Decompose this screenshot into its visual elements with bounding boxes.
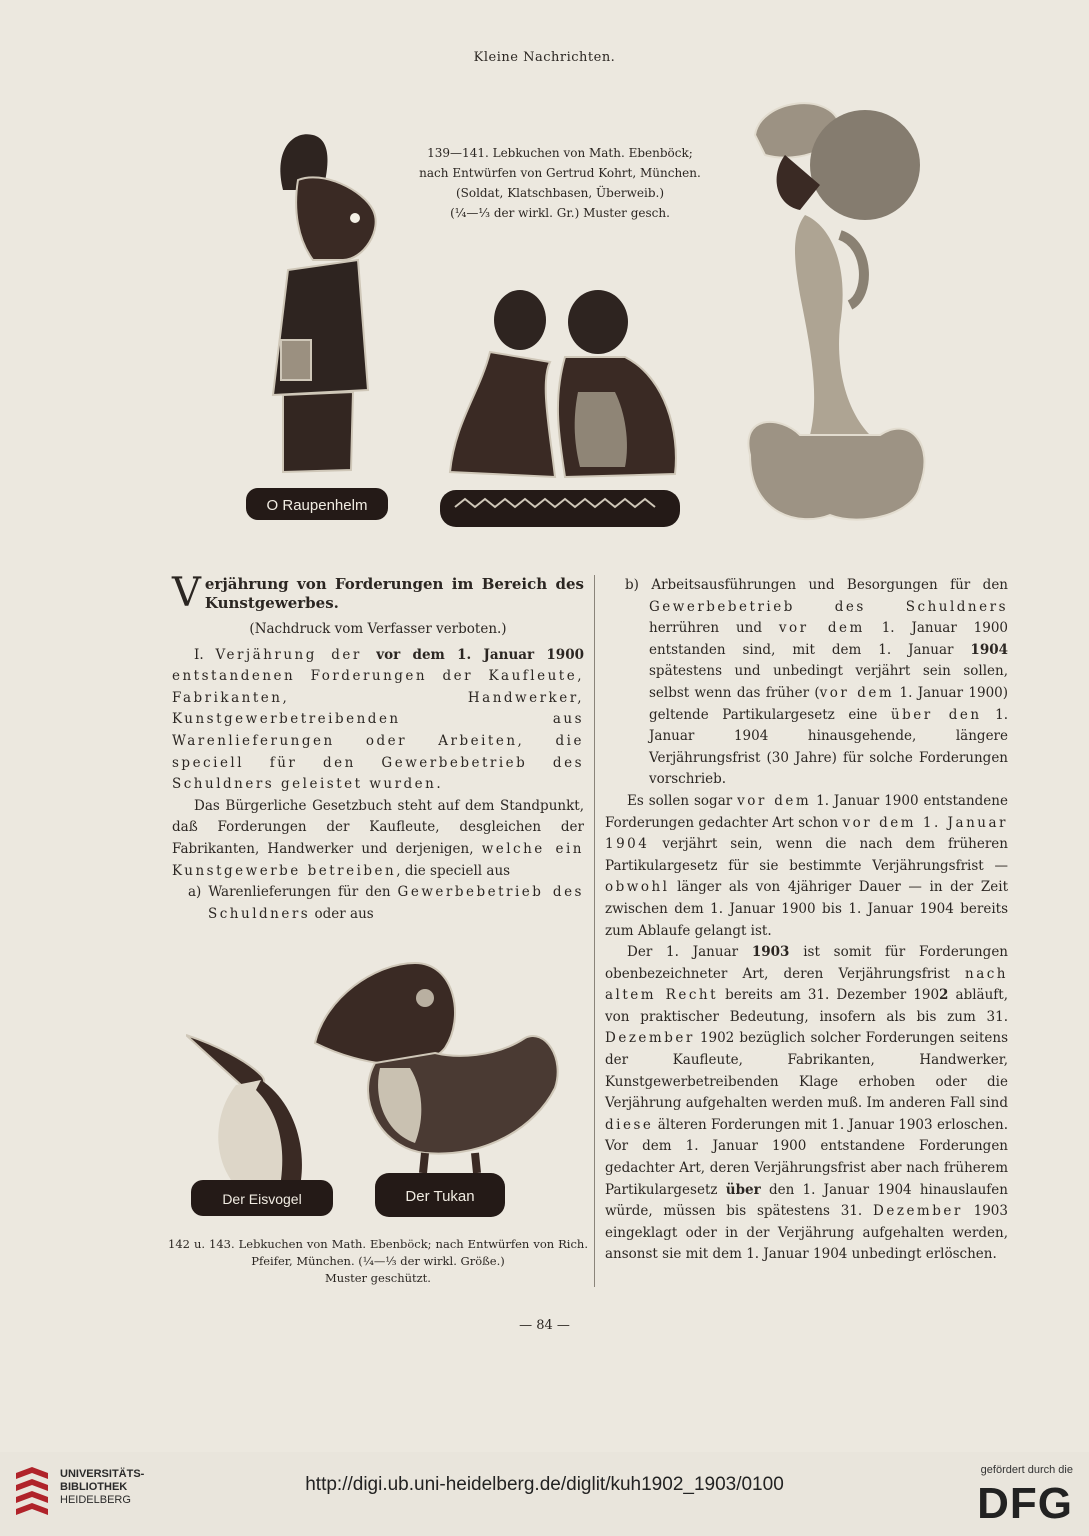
paragraph: Das Bürgerliche Gesetzbuch steht auf dem Standpunkt, daß Forderungen der Kaufleute, desgleichen der Fabrikanten, Handwerker und derjenigen, welche ein Kunstgewerbe betreiben, die speciell aus — [172, 797, 584, 879]
caption-line: nach Entwürfen von Gertrud Kohrt, München. — [419, 166, 701, 180]
list-item-b: b) Arbeitsausführungen und Besorgungen für den Gewerbebetrieb des Schuldners herrühren und vor dem 1. Januar 1900 entstanden sind, mit dem 1. Januar 1904 spätestens und unbedingt verjährt sein sollen, selbst wenn das früher (vor dem 1. Januar 1900) geltende Partikulargesetz eine über den 1. Januar 1904 hinausgehende, längere Verjährungsfrist (30 Jahre) für solche Forderungen vorschrieb. — [625, 577, 1009, 788]
title-initial: V — [172, 570, 201, 616]
paragraph: Es sollen sogar vor dem 1. Januar 1900 entstandene Forderungen gedachter Art schon vor dem 1. Januar 1904 verjährt sein, wenn die nach dem früheren Partikulargesetz für sie bestimmte Verjährungsfrist — obwohl länger als von 4jähriger Dauer — in der Zeit zwischen dem 1. Januar 1900 bis 1. Januar 1904 bereits zum Ablaufe gelangt ist. — [605, 792, 1008, 939]
funded-by-text: gefördert durch die — [980, 1464, 1073, 1476]
list-item-a: a) Warenlieferungen für den Gewerbebetrieb des Schuldners oder aus — [188, 884, 584, 922]
kingfisher-beak-head — [186, 1035, 264, 1089]
gossip-right-apron — [575, 392, 627, 467]
gossips-base — [440, 490, 680, 527]
section-heading: I. Verjährung der vor dem 1. Januar 1900 entstandenen Forderungen der Kaufleute, Fabrikanten, Handwerker, Kunstgewerbetreibenden aus Warenlieferungen oder Arbeiten, die speciell für den Gewerbebetrieb des Schuldners geleistet wurden. — [172, 646, 584, 793]
figure-toucan — [305, 958, 575, 1223]
article-title — [172, 570, 584, 616]
toucan-head — [315, 963, 455, 1064]
toucan-base-label: Der Tukan — [405, 1188, 475, 1205]
gossip-right-head — [568, 290, 628, 354]
article-column-left — [172, 570, 584, 925]
column-divider — [594, 575, 595, 1287]
soldier-legs — [283, 392, 353, 472]
title-text: erjährung von Forderungen im Bereich des Kunstgewerbes. — [204, 575, 584, 612]
caption-line: (¼—⅓ der wirkl. Gr.) Muster gesch. — [450, 206, 670, 220]
figure-soldier — [243, 120, 393, 520]
reprint-note: (Nachdruck vom Verfasser verboten.) — [249, 621, 507, 637]
page-number: — 84 — — [519, 1318, 570, 1333]
soldier-belt-pouch — [281, 340, 311, 380]
digitization-footer — [0, 1452, 1089, 1536]
figure-gossips — [440, 282, 680, 527]
soldier-eye — [350, 213, 360, 223]
soldier-head — [296, 177, 376, 260]
caption-line: 139—141. Lebkuchen von Math. Ebenböck; — [427, 146, 693, 160]
toucan-legs — [423, 1153, 477, 1173]
figure-top-caption — [395, 143, 725, 223]
paragraph: Der 1. Januar 1903 ist somit für Forderungen obenbezeichneter Art, deren Verjährungsfrist nach altem Recht bereits am 31. Dezember 1902 abläuft, von praktischer Bedeutung, insofern als bis zum 31. Dezember 1902 bezüglich solcher Forderungen seitens der Kaufleute, Fabrikanten, Handwerker, Kunstgewerbetreibenden Klage erhoben oder die Verjährung aufgehalten werden muß. Im anderen Fall sind diese älteren Forderungen mit 1. Januar 1903 erloschen. Vor dem 1. Januar 1900 entstandene Forderungen gedachter Art, deren Verjährungsfrist aber nach früherem Partikulargesetz über den 1. Januar 1904 hinauslaufen würde, müssen bis spätestens 31. Dezember 1903 eingeklagt oder in der Verjährung aufgehalten werden, ansonst sie mit dem 1. Januar 1904 unbedingt erlöschen. — [605, 944, 1008, 1263]
gossip-left-dress — [450, 352, 555, 477]
toucan-eye — [416, 989, 434, 1007]
running-title: Kleine Nachrichten. — [473, 50, 616, 65]
library-name: UNIVERSITÄTS- BIBLIOTHEK HEIDELBERG — [60, 1468, 145, 1506]
figure-superwoman — [740, 95, 930, 527]
superwoman-arm — [840, 235, 864, 305]
figure-bottom-caption — [168, 1236, 588, 1287]
superwoman-base — [748, 422, 924, 520]
article-column-right — [605, 575, 1008, 1266]
caption-text: Muster geschützt. — [325, 1271, 431, 1285]
caption-line: (Soldat, Klatschbasen, Überweib.) — [455, 186, 665, 200]
caption-text: 142 u. 143. Lebkuchen von Math. Ebenböck; nach Entwürfen von Rich. Pfeifer, München. (¼—⅓ der wirkl. Größe.) — [168, 1237, 588, 1268]
soldier-base-label: O Raupenhelm — [266, 497, 368, 514]
kingfisher-base-label: Der Eisvogel — [222, 1191, 302, 1207]
dfg-logo: DFG — [977, 1479, 1073, 1528]
gossip-left-head — [494, 290, 546, 350]
superwoman-hair-bun — [810, 110, 920, 220]
permalink-url[interactable]: http://digi.ub.uni-heidelberg.de/diglit/kuh1902_1903/0100 — [305, 1474, 784, 1495]
